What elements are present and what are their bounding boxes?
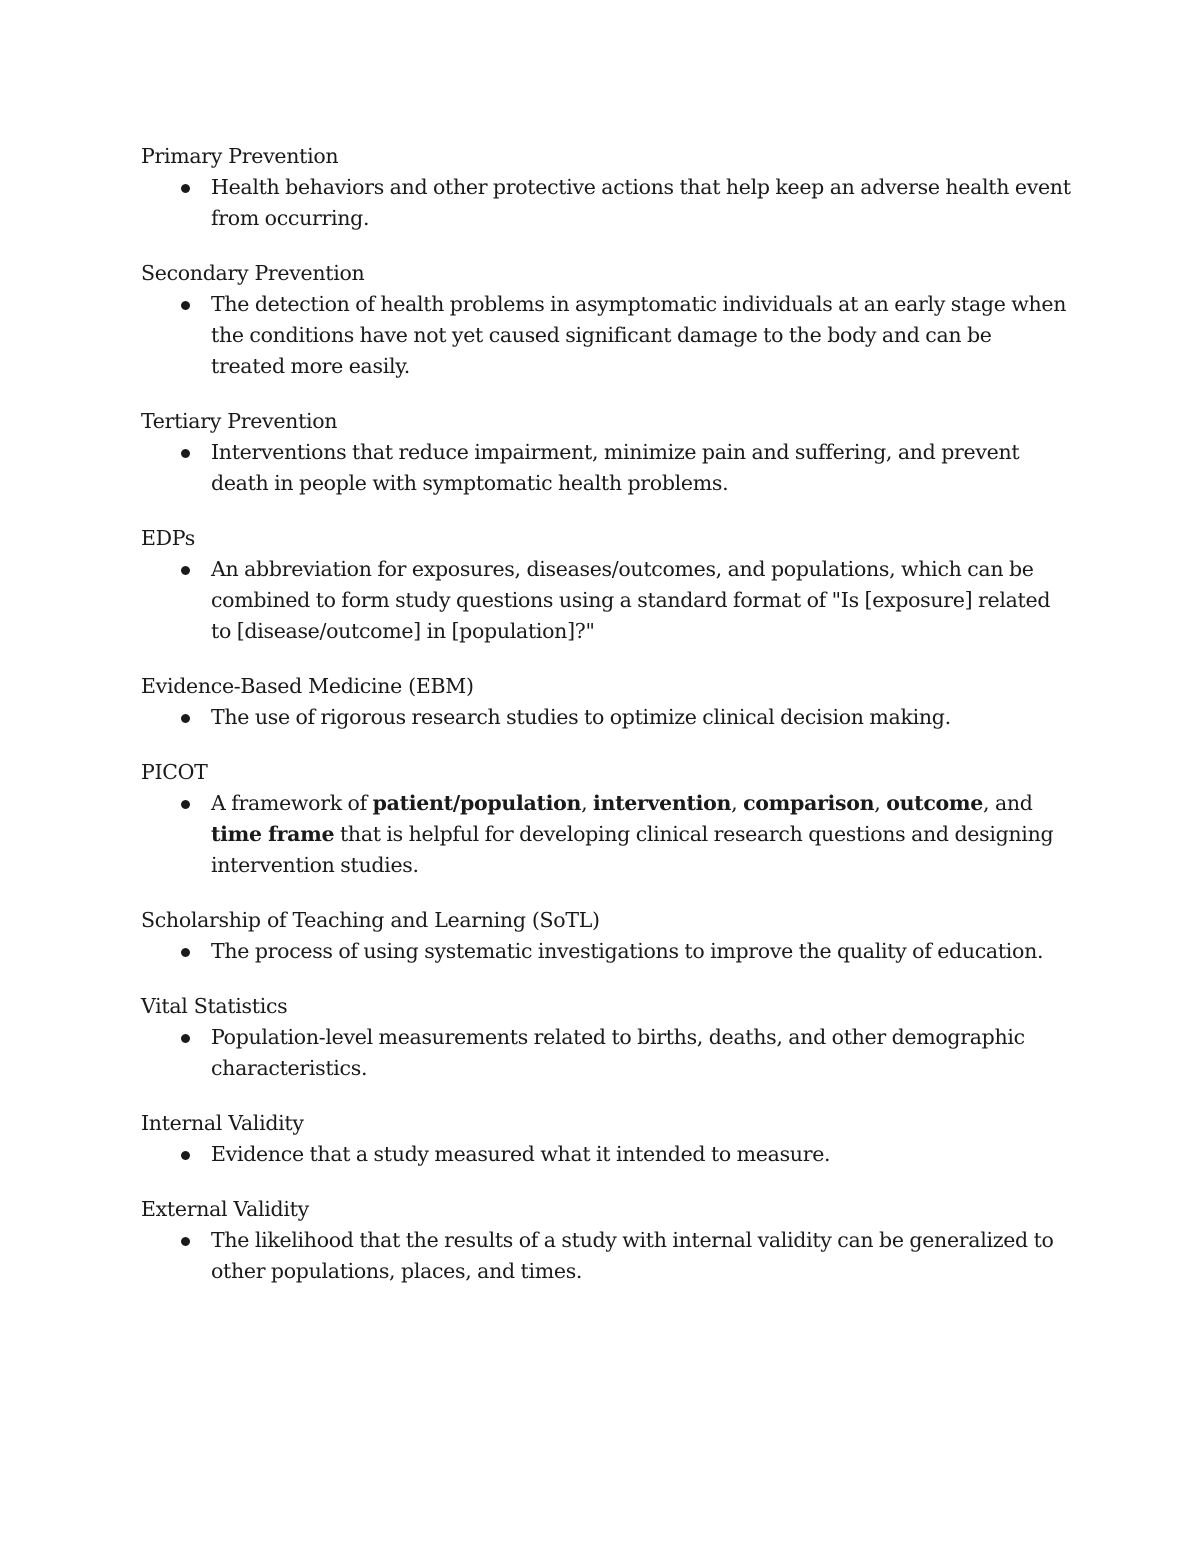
bullet-icon: [181, 301, 190, 310]
term-primary-prevention: [141, 141, 1071, 234]
definition-item: [141, 702, 1071, 733]
bullet-icon: [181, 566, 190, 575]
definition-item: [141, 554, 1071, 647]
definition-list: [141, 1225, 1071, 1287]
term-title: Primary Prevention: [141, 144, 339, 168]
definition-segment-bold: intervention: [593, 791, 732, 815]
term-ebm: [141, 671, 1071, 733]
definition-list: [141, 437, 1071, 499]
definition-list: [141, 788, 1071, 881]
term-internal-validity: [141, 1108, 1071, 1170]
definition-list: [141, 1139, 1071, 1170]
definition-item: [141, 289, 1071, 382]
definition-item: [141, 1139, 1071, 1170]
bullet-icon: [181, 1034, 190, 1043]
bullet-icon: [181, 800, 190, 809]
definition-segment: ,: [581, 791, 594, 815]
definition-text: Health behaviors and other protective actions that help keep an adverse health event from occurring.: [211, 175, 1071, 230]
definition-list: [141, 172, 1071, 234]
bullet-icon: [181, 948, 190, 957]
document-page: [141, 141, 1071, 1311]
definition-item: [141, 172, 1071, 234]
definition-segment: ,: [731, 791, 744, 815]
term-title: Secondary Prevention: [141, 261, 365, 285]
definition-segment: , and: [983, 791, 1033, 815]
definition-segment-bold: outcome: [886, 791, 984, 815]
term-title: EDPs: [141, 526, 195, 550]
definition-list: [141, 702, 1071, 733]
definition-text: Population-level measurements related to births, deaths, and other demographic characteristics.: [211, 1025, 1025, 1080]
term-title: Tertiary Prevention: [141, 409, 338, 433]
definition-text: The likelihood that the results of a study with internal validity can be generalized to other populations, places, and times.: [211, 1228, 1054, 1283]
term-secondary-prevention: [141, 258, 1071, 382]
definition-text: The use of rigorous research studies to optimize clinical decision making.: [211, 705, 951, 729]
term-title: Vital Statistics: [141, 994, 288, 1018]
definition-segment-bold: time frame: [211, 822, 335, 846]
definition-list: [141, 554, 1071, 647]
term-title: Scholarship of Teaching and Learning (SoTL): [141, 908, 600, 932]
bullet-icon: [181, 449, 190, 458]
definition-segment: A framework of: [211, 791, 373, 815]
term-edps: [141, 523, 1071, 647]
definition-item: [141, 437, 1071, 499]
definition-segment-bold: comparison: [743, 791, 875, 815]
term-title: PICOT: [141, 760, 208, 784]
bullet-icon: [181, 1151, 190, 1160]
definition-text: The detection of health problems in asymptomatic individuals at an early stage when the conditions have not yet caused significant damage to the body and can be treated more easily.: [211, 292, 1067, 378]
term-picot: [141, 757, 1071, 881]
term-sotl: [141, 905, 1071, 967]
bullet-icon: [181, 184, 190, 193]
term-title: Internal Validity: [141, 1111, 304, 1135]
definition-text: Evidence that a study measured what it intended to measure.: [211, 1142, 831, 1166]
term-title: External Validity: [141, 1197, 309, 1221]
definition-list: [141, 1022, 1071, 1084]
term-tertiary-prevention: [141, 406, 1071, 499]
bullet-icon: [181, 1237, 190, 1246]
definition-item: [141, 788, 1071, 881]
definition-text: The process of using systematic investigations to improve the quality of education.: [211, 939, 1044, 963]
definition-item: [141, 1022, 1071, 1084]
term-title: Evidence-Based Medicine (EBM): [141, 674, 474, 698]
term-external-validity: [141, 1194, 1071, 1287]
bullet-icon: [181, 714, 190, 723]
definition-text: [211, 791, 1053, 877]
definition-segment: that is helpful for developing clinical research questions and designing intervention studies.: [211, 822, 1054, 877]
definition-text: Interventions that reduce impairment, minimize pain and suffering, and prevent death in people with symptomatic health problems.: [211, 440, 1020, 495]
definition-item: [141, 1225, 1071, 1287]
definition-list: [141, 936, 1071, 967]
definition-item: [141, 936, 1071, 967]
term-vital-statistics: [141, 991, 1071, 1084]
definition-segment: ,: [874, 791, 887, 815]
definition-list: [141, 289, 1071, 382]
definition-text: An abbreviation for exposures, diseases/outcomes, and populations, which can be combined to form study questions using a standard format of "Is [exposure] related to [disease/outcome] in [population]?": [211, 557, 1051, 643]
definition-segment-bold: patient/population: [372, 791, 582, 815]
